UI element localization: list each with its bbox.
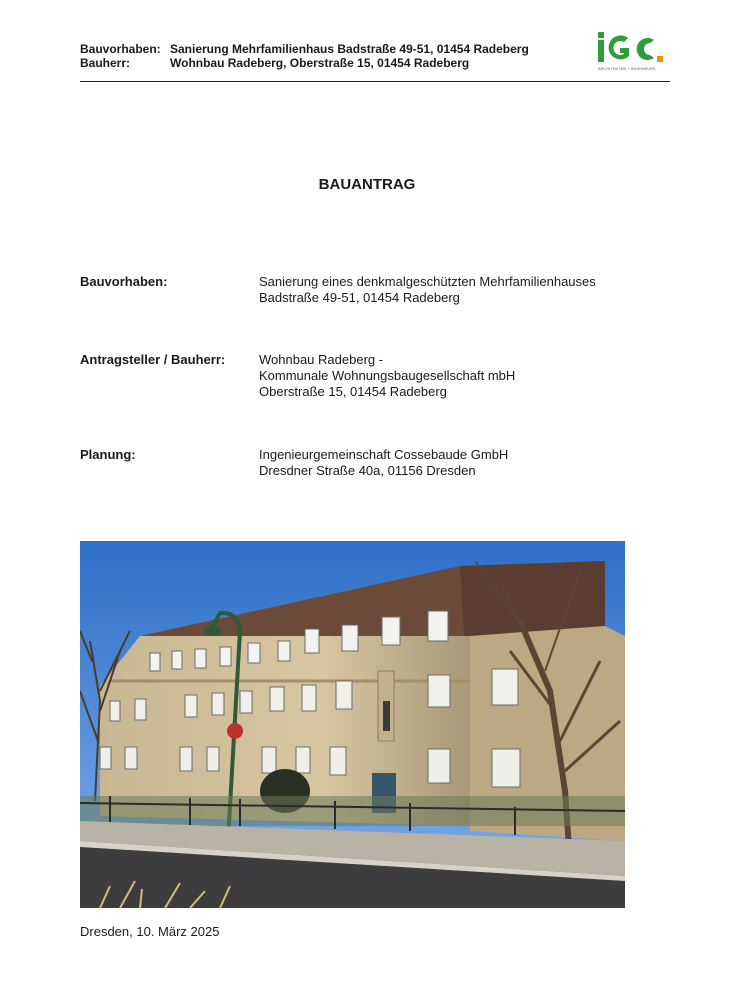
page-header (80, 40, 670, 84)
applicant-line: Kommunale Wohnungsbaugesellschaft mbH (259, 368, 516, 383)
header-project-value: Sanierung Mehrfamilienhaus Badstraße 49-51, 01454 Radeberg (170, 42, 529, 56)
planning-line: Ingenieurgemeinschaft Cossebaude GmbH (259, 447, 509, 462)
planning-line: Dresdner Straße 40a, 01156 Dresden (259, 463, 476, 478)
logo-tagline: ARCHITEKTEN + INGENIEURE (598, 66, 656, 71)
project-label: Bauvorhaben: (80, 274, 168, 289)
building-photo (80, 541, 625, 908)
project-line: Sanierung eines denkmalgeschützten Mehrfamilienhauses (259, 274, 596, 289)
header-divider (80, 81, 670, 82)
applicant-label: Antragsteller / Bauherr: (80, 352, 226, 367)
document-date: Dresden, 10. März 2025 (80, 924, 220, 939)
header-client-label: Bauherr: (80, 56, 131, 70)
project-line: Badstraße 49-51, 01454 Radeberg (259, 290, 460, 305)
applicant-line: Wohnbau Radeberg - (259, 352, 384, 367)
applicant-line: Oberstraße 15, 01454 Radeberg (259, 384, 447, 399)
header-project-label: Bauvorhaben: (80, 42, 161, 56)
planning-label: Planung: (80, 447, 136, 462)
applicant-value (259, 352, 515, 400)
planning-value (259, 447, 508, 479)
company-logo (596, 28, 668, 72)
project-value (259, 274, 596, 306)
document-title: BAUANTRAG (318, 176, 416, 193)
header-client-value: Wohnbau Radeberg, Oberstraße 15, 01454 Radeberg (170, 56, 470, 70)
